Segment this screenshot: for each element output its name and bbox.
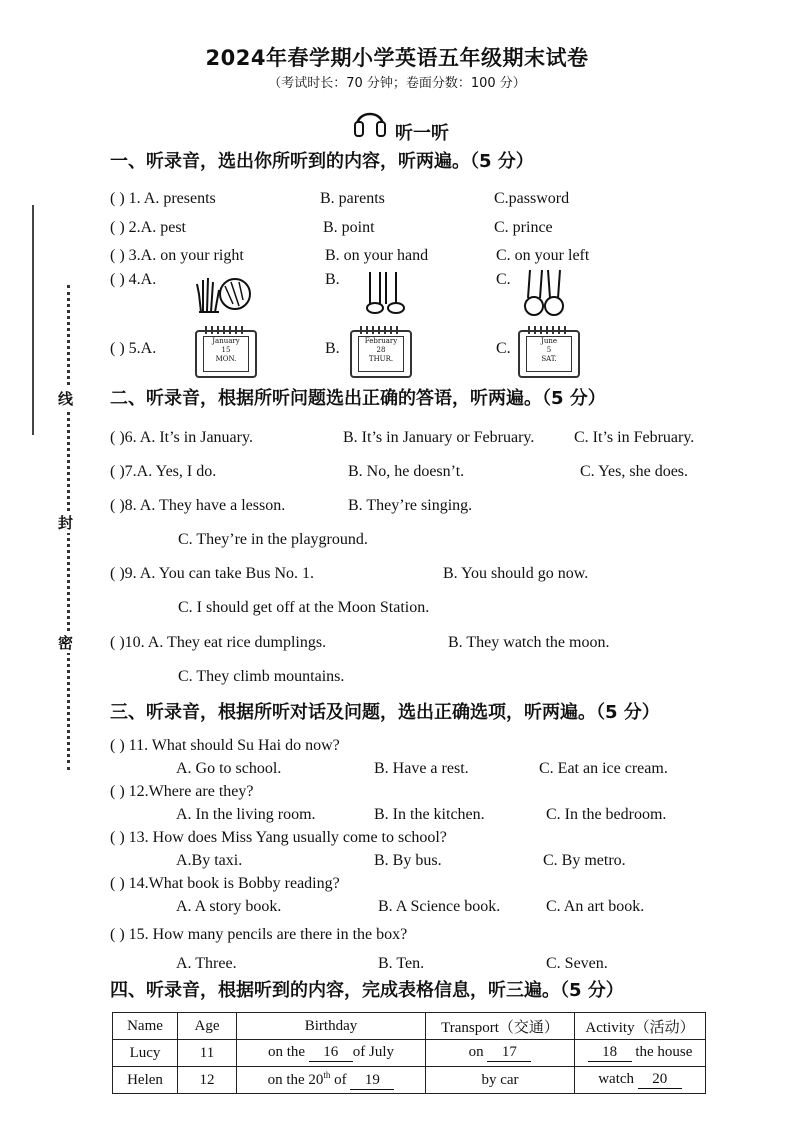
q3-option-b: B. on your hand (325, 247, 429, 264)
blank-17[interactable]: 17 (487, 1044, 531, 1062)
q10-option-c: C. They climb mountains. (178, 668, 345, 685)
q11-stem: ( ) 11. What should Su Hai do now? (110, 737, 340, 754)
section-4-title: 四、听录音，根据听到的内容，完成表格信息，听三遍。（5 分） (110, 980, 624, 1001)
section-3-title: 三、听录音，根据所听对话及问题，选出正确选项，听两遍。（5 分） (110, 702, 660, 723)
section-1-title: 一、听录音，选出你所听到的内容，听两遍。（5 分） (110, 151, 534, 172)
q1-option-c: C.password (494, 190, 570, 207)
exam-title: 2024年春学期小学英语五年级期末试卷 (205, 46, 589, 70)
q8-option-a: ( )8. A. They have a lesson. (110, 497, 286, 514)
q12-option-c: C. In the bedroom. (546, 806, 667, 823)
q12-option-a: A. In the living room. (176, 806, 316, 823)
blank-19[interactable]: 19 (350, 1072, 394, 1090)
section-2-title: 二、听录音，根据所听问题选出正确的答语，听两遍。（5 分） (110, 388, 606, 409)
info-table (112, 1012, 706, 1094)
q11-option-c: C. Eat an ice cream. (539, 760, 668, 777)
row-activity: watch 20 (575, 1067, 706, 1094)
q2-option-c: C. prince (494, 219, 553, 236)
q1-stem: ( ) 1. A. presents (110, 190, 216, 207)
margin-edge-line (32, 205, 34, 435)
q13-option-c: C. By metro. (543, 852, 626, 869)
q10-option-a: ( )10. A. They eat rice dumplings. (110, 634, 327, 651)
row-transport: on 17 (426, 1040, 575, 1067)
row-birthday: on the 20th of 19 (237, 1067, 426, 1094)
q10-option-b: B. They watch the moon. (448, 634, 610, 651)
hands-picture (195, 274, 253, 314)
q15-option-b: B. Ten. (378, 955, 425, 972)
header-name: Name (113, 1013, 178, 1040)
q14-option-b: B. A Science book. (378, 898, 501, 915)
q13-option-a: A.By taxi. (176, 852, 243, 869)
blank-16[interactable]: 16 (309, 1044, 353, 1062)
row-age: 12 (178, 1067, 237, 1094)
table-row (113, 1040, 706, 1067)
q2-stem: ( ) 2.A. pest (110, 219, 186, 236)
q8-option-b: B. They’re singing. (348, 497, 473, 514)
q1-option-b: B. parents (320, 190, 385, 207)
q2-option-b: B. point (323, 219, 375, 236)
row-age: 11 (178, 1040, 237, 1067)
header-transport: Transport（交通） (426, 1013, 575, 1040)
q9-option-b: B. You should go now. (443, 565, 589, 582)
q15-option-a: A. Three. (176, 955, 237, 972)
margin-label-feng: 封 (58, 514, 74, 532)
row-transport: by car (426, 1067, 575, 1094)
row-name: Lucy (113, 1040, 178, 1067)
calendar-c: June 5 SAT. (518, 330, 580, 378)
row-birthday: on the 16 of July (237, 1040, 426, 1067)
margin-label-xian: 线 (58, 390, 74, 408)
q14-option-a: A. A story book. (176, 898, 282, 915)
q6-option-c: C. It’s in February. (574, 429, 695, 446)
row-name: Helen (113, 1067, 178, 1094)
q11-option-a: A. Go to school. (176, 760, 282, 777)
q14-option-c: C. An art book. (546, 898, 645, 915)
q7-option-c: C. Yes, she does. (580, 463, 689, 480)
q13-stem: ( ) 13. How does Miss Yang usually come to school? (110, 829, 447, 846)
calendar-b: February 28 THUR. (350, 330, 412, 378)
row-activity: 18 the house (575, 1040, 706, 1067)
q5-option-c: C. (496, 340, 511, 357)
q3-stem: ( ) 3.A. on your right (110, 247, 244, 264)
q6-option-b: B. It’s in January or February. (343, 429, 535, 446)
header-activity: Activity（活动） (575, 1013, 706, 1040)
listen-label: 听一听 (395, 123, 449, 144)
q8-option-c: C. They’re in the playground. (178, 531, 368, 548)
exam-subtitle: （考试时长：70 分钟；卷面分数：100 分） (268, 76, 526, 91)
feet-picture (518, 268, 568, 318)
q15-stem: ( ) 15. How many pencils are there in the box? (110, 926, 408, 943)
q13-option-b: B. By bus. (374, 852, 442, 869)
header-birthday: Birthday (237, 1013, 426, 1040)
q12-option-b: B. In the kitchen. (374, 806, 485, 823)
q14-stem: ( ) 14.What book is Bobby reading? (110, 875, 340, 892)
table-header-row (113, 1013, 706, 1040)
q5-stem: ( ) 5.A. (110, 340, 157, 357)
calendar-a: January 15 MON. (195, 330, 257, 378)
q7-option-b: B. No, he doesn’t. (348, 463, 465, 480)
q5-option-b: B. (325, 340, 340, 357)
blank-20[interactable]: 20 (638, 1071, 682, 1089)
q9-option-c: C. I should get off at the Moon Station. (178, 599, 430, 616)
q11-option-b: B. Have a rest. (374, 760, 469, 777)
q4-option-b: B. (325, 271, 340, 288)
margin-label-mi: 密 (58, 634, 74, 652)
table-row (113, 1067, 706, 1094)
header-age: Age (178, 1013, 237, 1040)
legs-picture (358, 270, 408, 316)
q9-option-a: ( )9. A. You can take Bus No. 1. (110, 565, 314, 582)
q12-stem: ( ) 12.Where are they? (110, 783, 254, 800)
q6-option-a: ( )6. A. It’s in January. (110, 429, 253, 446)
q4-stem: ( ) 4.A. (110, 271, 157, 288)
q15-option-c: C. Seven. (546, 955, 608, 972)
headphones-icon (352, 104, 388, 138)
q3-option-c: C. on your left (496, 247, 590, 264)
q7-option-a: ( )7.A. Yes, I do. (110, 463, 217, 480)
q4-option-c: C. (496, 271, 511, 288)
blank-18[interactable]: 18 (588, 1044, 632, 1062)
